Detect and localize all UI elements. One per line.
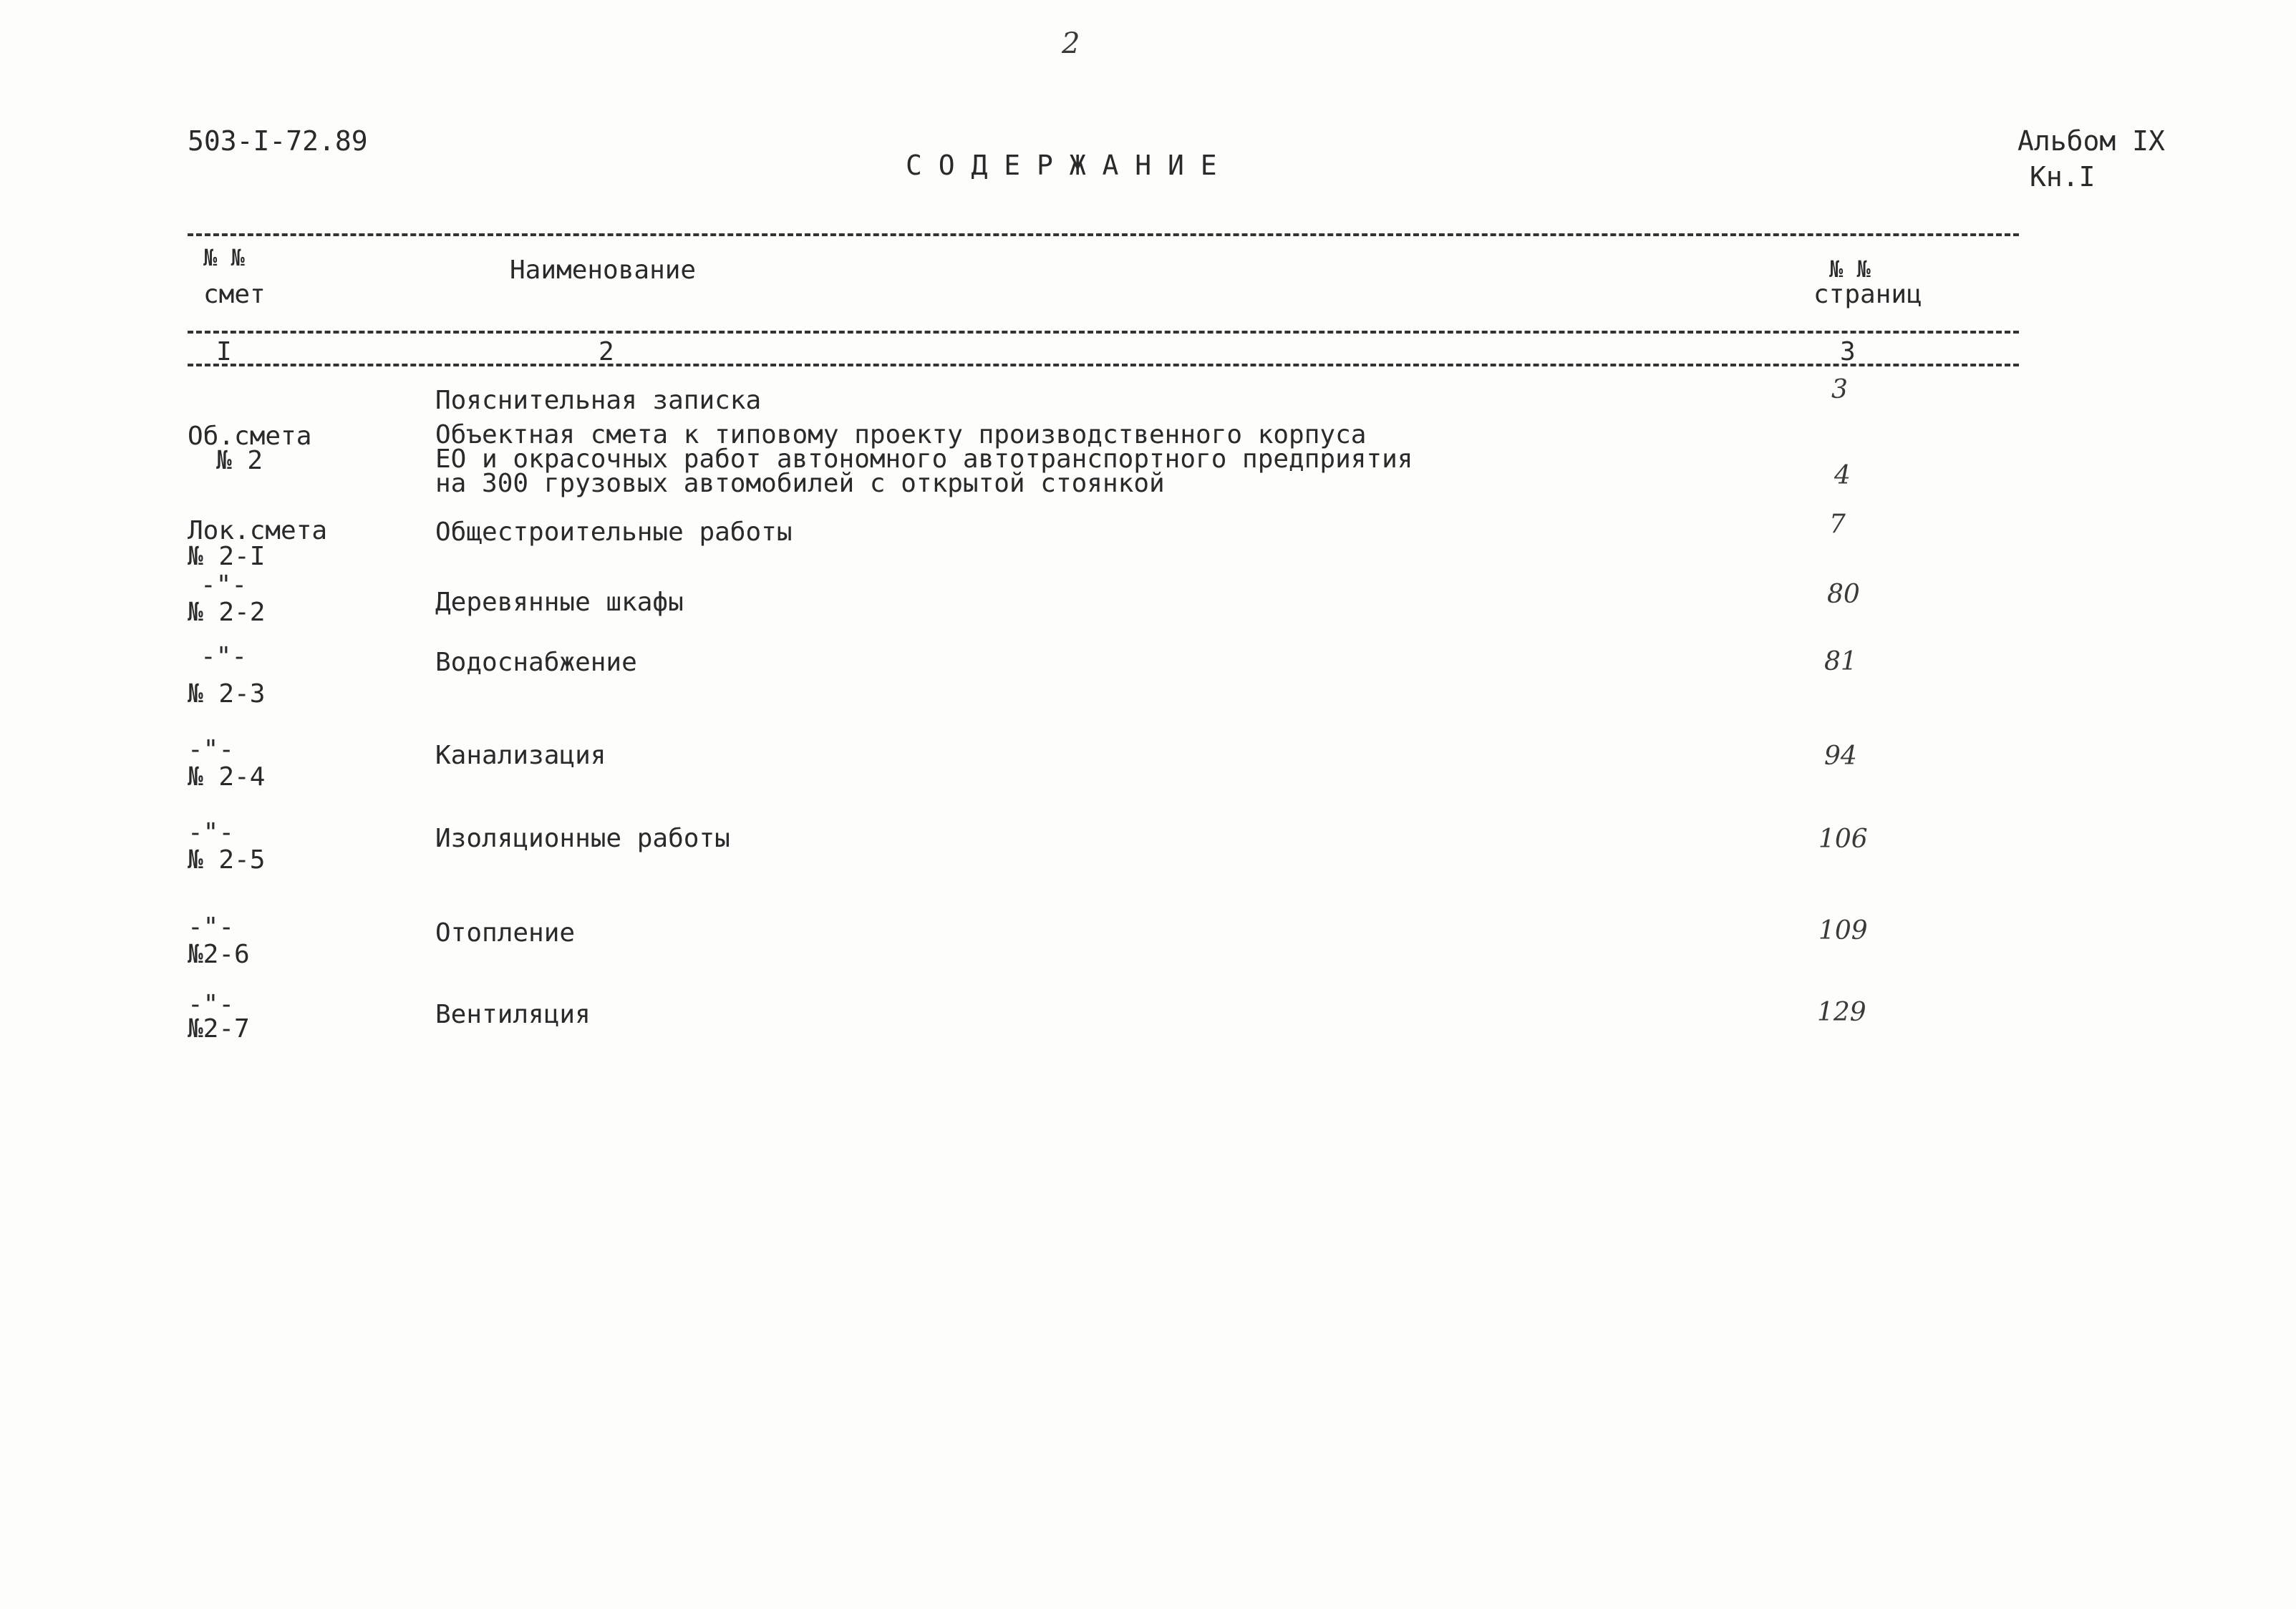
row-page: 81 [1824,647,1857,676]
row-name: Водоснабжение [435,648,637,677]
row-code-number: № 2-5 [188,845,266,875]
row-code: -"- [188,818,235,847]
row-name: Изоляционные работы [435,824,730,853]
col3-header-no: № № [1829,256,1871,283]
column-number-1: I [216,337,232,366]
row-code-number: № 2-I [188,542,266,571]
document-code: 503-I-72.89 [188,125,368,157]
column-number-3: 3 [1840,337,1856,366]
col2-header: Наименование [510,256,697,285]
album-label: Альбом IX [2018,125,2165,157]
row-code: -"- [188,990,235,1019]
header-bottom-rule [188,331,2019,334]
row-name: Отопление [435,918,576,948]
row-name-line3: на 300 грузовых автомобилей с открытой стоянкой [435,469,1165,498]
page-number: 2 [1062,27,1080,60]
column-number-2: 2 [599,337,614,366]
row-code: -"- [200,570,248,600]
col1-header-no: № № [203,244,245,271]
row-code-number: №2-6 [188,940,250,969]
row-name: Пояснительная записка [435,386,762,415]
row-code-number: №2-7 [188,1014,250,1044]
row-page: 129 [1817,998,1866,1027]
book-label: Кн.I [2030,161,2096,193]
row-name: Объектная смета к типовому проекту производственного корпуса [435,420,1367,449]
table-top-rule [188,233,2019,236]
row-name: Канализация [435,741,606,770]
row-code: Лок.смета [188,516,328,545]
col3-header: страниц [1813,280,1922,309]
row-page: 80 [1827,580,1860,609]
row-name: Общестроительные работы [435,517,793,547]
row-name: Вентиляция [435,1000,591,1029]
row-page: 4 [1834,461,1851,490]
row-code-number: № 2-2 [188,598,266,627]
column-numbers-rule [188,364,2019,366]
row-code-number: № 2-4 [188,762,266,792]
page-title: С О Д Е Р Ж А Н И Е [906,150,1217,181]
row-page: 94 [1824,742,1857,771]
row-page: 7 [1829,510,1846,539]
row-code-number: № 2 [216,446,263,475]
row-code: -"- [188,913,235,942]
row-page: 106 [1818,825,1868,854]
row-page: 3 [1831,375,1848,404]
row-name: Деревянные шкафы [435,588,684,617]
row-code: Об.смета [188,422,312,451]
col1-header: смет [203,280,266,309]
row-code: -"- [188,735,235,764]
row-code: -"- [200,642,248,671]
row-name-line2: ЕО и окрасочных работ автономного автотранспортного предприятия [435,444,1413,474]
row-code-number: № 2-3 [188,679,266,709]
row-page: 109 [1818,916,1868,946]
